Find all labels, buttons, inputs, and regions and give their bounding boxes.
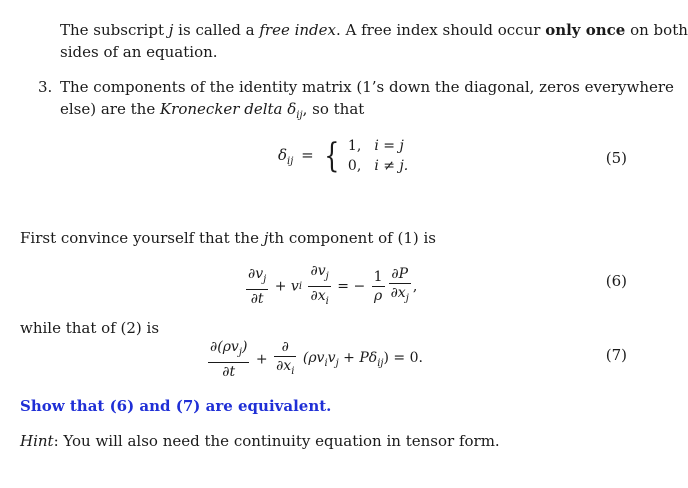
item-number: 3. bbox=[38, 78, 53, 96]
paragraph-while-that: while that of (2) is bbox=[20, 319, 160, 337]
equation-5: $\delta_{ij}$ = { 1, i = j 0, i ≠ j. bbox=[278, 136, 409, 176]
item-3-line1: The components of the identity matrix (1’s down the diagonal, zeros everywhere bbox=[60, 78, 674, 96]
equation-7: $\frac{\partial(\rho v_j)}{\partial t}$ + $\frac{\partial}{\partial x_i}$ $(\rho v_iv_j + P\delta_{ij}) = 0$. bbox=[210, 339, 423, 380]
paragraph-jth-component: First convince yourself that the jth component of (1) is bbox=[20, 229, 437, 247]
paragraph-free-index-line2: sides of an equation. bbox=[60, 43, 218, 61]
paragraph-free-index: The subscript j is called a free index. A free index should occur only once on both bbox=[60, 21, 688, 39]
task-show-equivalent: Show that (6) and (7) are equivalent. bbox=[20, 397, 332, 415]
equation-6: $\frac{\partial v_j}{\partial t}$ + vi $\frac{\partial v_j}{\partial x_i}$ = − $\frac{1}{\rho}$ $\frac{\partial P}{\partial x_j}$ , bbox=[248, 263, 418, 307]
left-brace-icon: { bbox=[324, 136, 340, 176]
equation-number-5: (5) bbox=[605, 149, 627, 167]
equation-number-7: (7) bbox=[605, 346, 627, 364]
cases: 1, i = j 0, i ≠ j. bbox=[347, 138, 409, 174]
hint-line: Hint: You will also need the continuity equation in tensor form. bbox=[20, 432, 500, 450]
item-3-line2: else) are the Kronecker delta $\delta_{ij}$, so that bbox=[60, 100, 365, 121]
equation-number-6: (6) bbox=[605, 272, 627, 290]
